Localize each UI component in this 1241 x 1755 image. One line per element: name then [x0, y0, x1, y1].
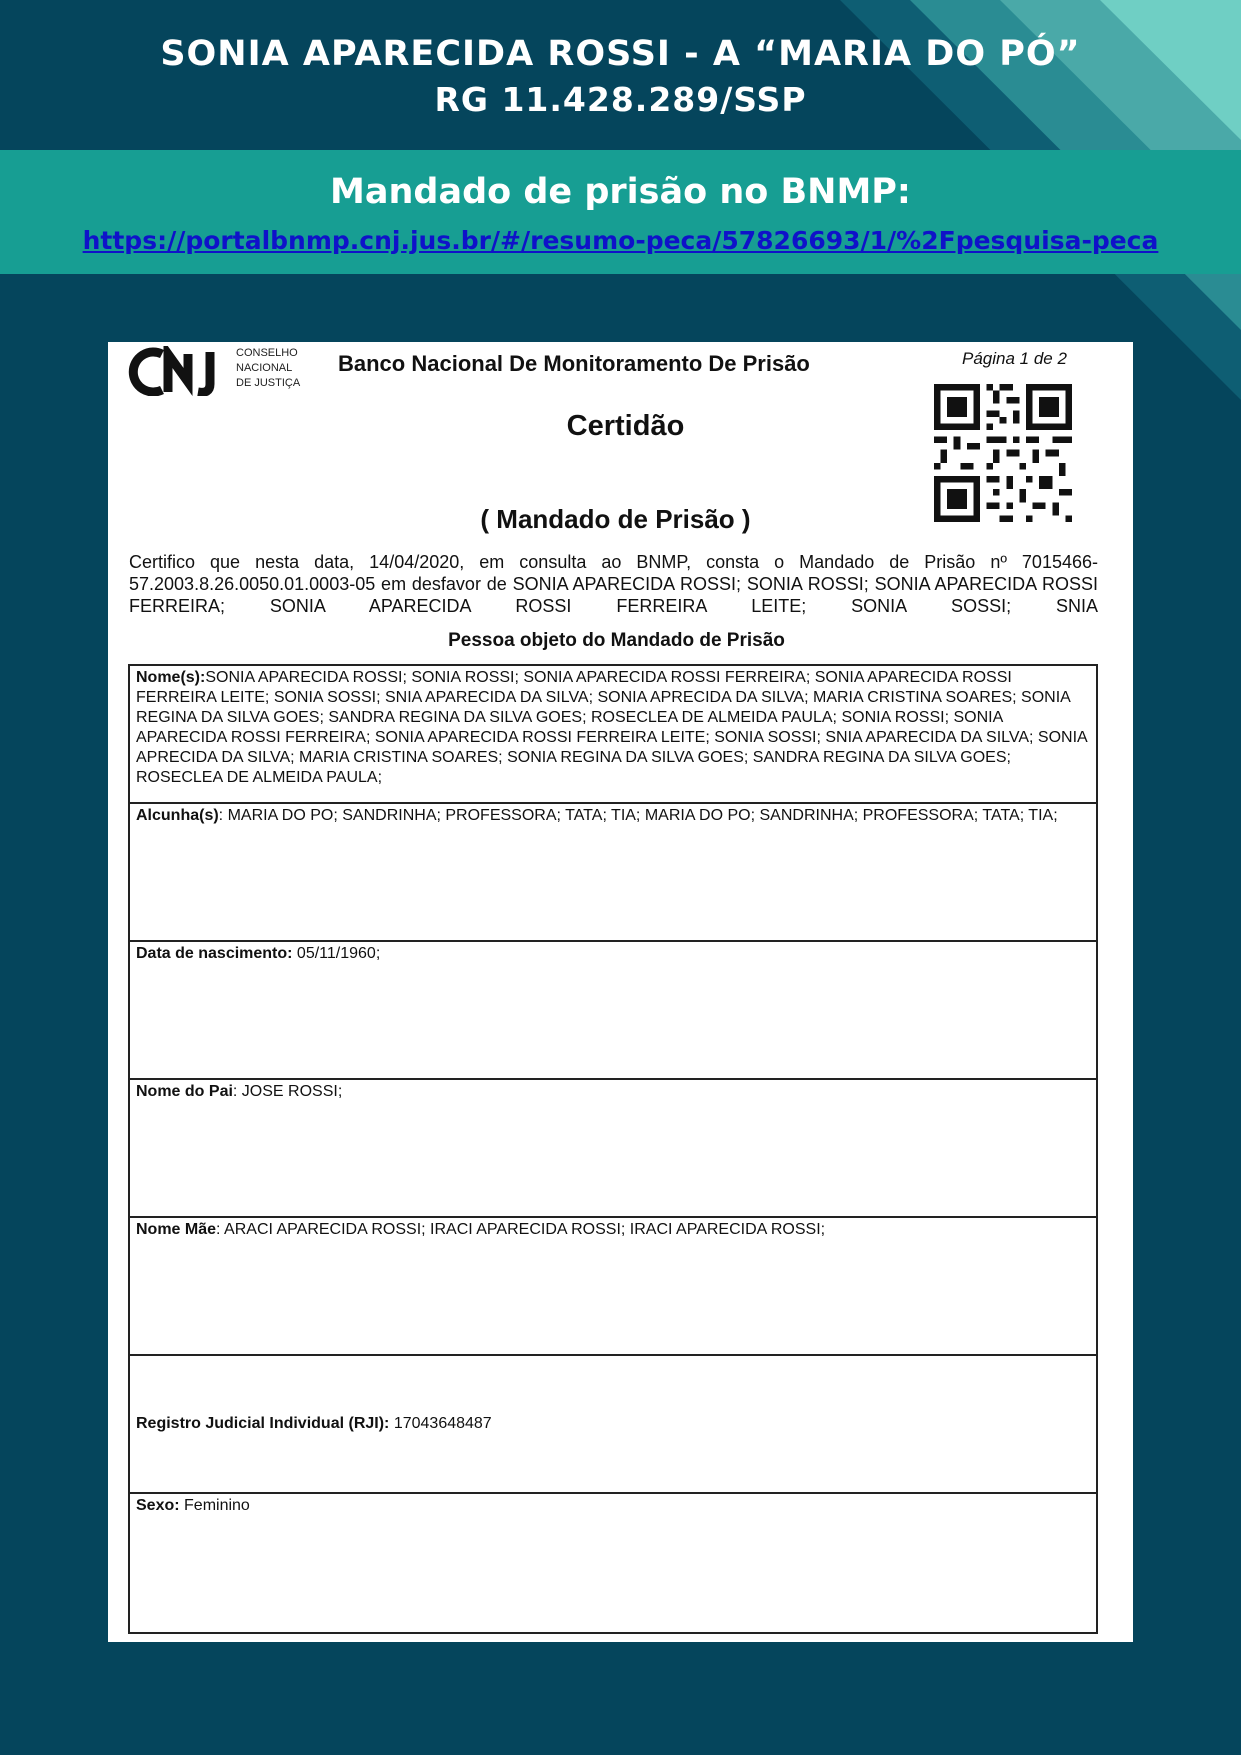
cnj-logo: [128, 344, 308, 394]
person-heading: Pessoa objeto do Mandado de Prisão: [448, 630, 785, 651]
names-field: Nome(s):SONIA APARECIDA ROSSI; SONIA ROSSI; SONIA APARECIDA ROSSI FERREIRA; SONIA APARECIDA ROSSI FERREIRA LEITE; SONIA SOSSI; SNIA APARECIDA DA SILVA; SONIA APRECIDA DA SILVA; MARIA CRISTINA SOARES; SONIA REGINA DA SILVA GOES; SANDRA REGINA DA SILVA GOES; ROSECLEA DE ALMEIDA PAULA; SONIA ROSSI; SONIA APARECIDA ROSSI FERREIRA; SONIA APARECIDA ROSSI FERREIRA LEITE; SONIA SOSSI; SNIA APARECIDA DA SILVA; SONIA APRECIDA DA SILVA; MARIA CRISTINA SOARES; SONIA REGINA DA SILVA GOES; SANDRA REGINA DA SILVA GOES; ROSECLEA DE ALMEIDA PAULA;: [130, 666, 1096, 804]
certification-paragraph: Certifico que nesta data, 14/04/2020, em consulta ao BNMP, consta o Mandado de Prisão nº 7015466-57.2003.8.26.0050.01.0003-05 em desfavor de SONIA APARECIDA ROSSI; SONIA ROSSI; SONIA APARECIDA ROSSI FERREIRA; SONIA APARECIDA ROSSI FERREIRA LEITE; SONIA SOSSI; SNIA: [129, 552, 1098, 616]
title-line-2: RG 11.428.289/SSP: [434, 80, 807, 119]
page-indicator: Página 1 de 2: [962, 349, 1067, 368]
title-line-1: SONIA APARECIDA ROSSI - A “MARIA DO PÓ”: [160, 34, 1081, 74]
bnmp-link[interactable]: https://portalbnmp.cnj.jus.br/#/resumo-peca/57826693/1/%2Fpesquisa-peca: [82, 226, 1159, 255]
cnj-logo-icon: [128, 346, 230, 396]
cnj-logo-text: CONSELHO NACIONAL DE JUSTIÇA: [236, 347, 301, 389]
mother-name-field: Nome Mãe: ARACI APARECIDA ROSSI; IRACI APARECIDA ROSSI; IRACI APARECIDA ROSSI;: [130, 1218, 1096, 1356]
father-name-field: Nome do Pai: JOSE ROSSI;: [130, 1080, 1096, 1218]
rji-field: Registro Judicial Individual (RJI): 17043648487: [130, 1356, 1096, 1494]
birth-date-field: Data de nascimento: 05/11/1960;: [130, 942, 1096, 1080]
certificate-title: Certidão: [566, 410, 685, 442]
qr-code-icon: [934, 384, 1072, 522]
warrant-band: [0, 150, 1241, 274]
aliases-field: Alcunha(s): MARIA DO PO; SANDRINHA; PROFESSORA; TATA; TIA; MARIA DO PO; SANDRINHA; PROFESSORA; TATA; TIA;: [130, 804, 1096, 942]
certificate-document: [108, 342, 1133, 1642]
warrant-subtitle: ( Mandado de Prisão ): [480, 504, 751, 534]
page-header: [0, 0, 1241, 148]
person-details-table: [128, 664, 1098, 1634]
sex-field: Sexo: Feminino: [136, 1497, 250, 1514]
bank-title: Banco Nacional De Monitoramento De Prisão: [338, 351, 810, 376]
warrant-heading: Mandado de prisão no BNMP:: [330, 172, 911, 212]
